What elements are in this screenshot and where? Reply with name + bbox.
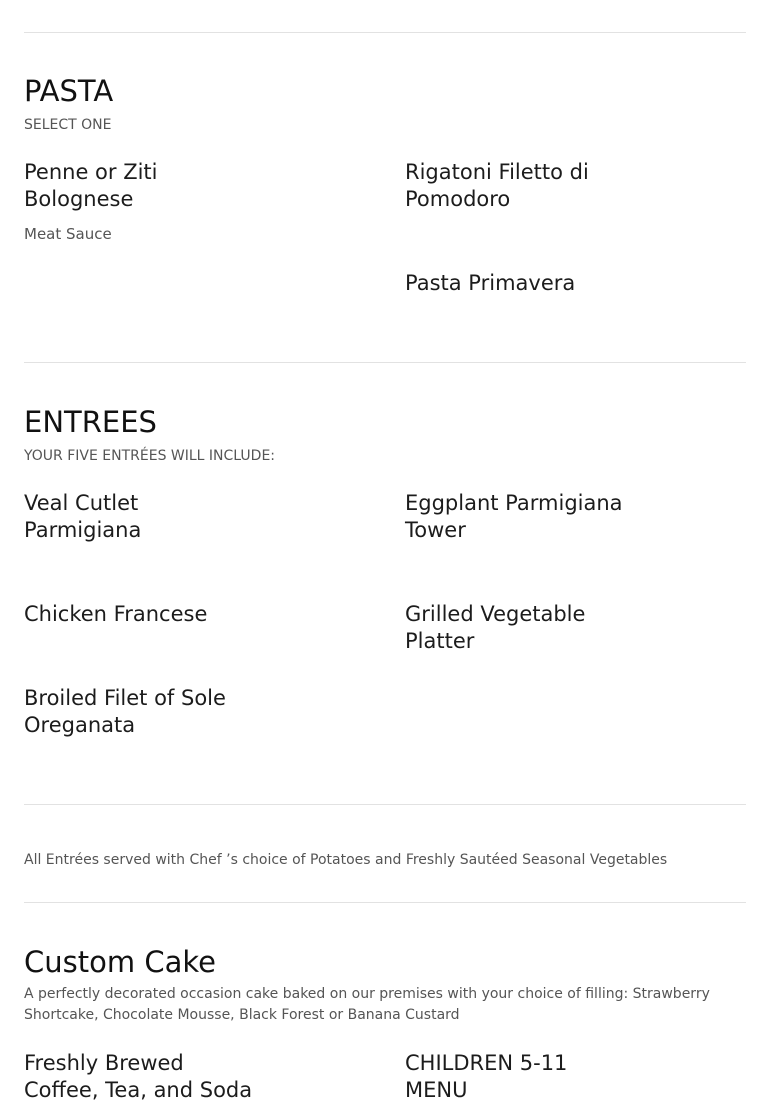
menu-item-name-line1: Chicken Francese <box>24 602 208 626</box>
menu-item-name-line1: Broiled Filet of Sole <box>24 686 226 710</box>
section-title: PASTA <box>24 74 114 108</box>
menu-item-name-line1: Eggplant Parmigiana <box>405 491 623 515</box>
menu-item-name-line2: Platter <box>405 629 475 653</box>
menu-item <box>405 159 705 213</box>
section-subtitle: YOUR FIVE ENTRÉES WILL INCLUDE: <box>24 448 276 464</box>
menu-item-name-line1: CHILDREN 5-11 <box>405 1051 568 1075</box>
divider <box>24 32 746 33</box>
menu-item <box>24 490 324 544</box>
menu-item <box>24 1050 324 1104</box>
menu-item-name-line2: Pomodoro <box>405 187 511 211</box>
section-title: ENTREES <box>24 405 157 439</box>
menu-item-description: Meat Sauce <box>24 225 112 243</box>
menu-item <box>24 685 324 739</box>
menu-item <box>24 159 324 213</box>
menu-item <box>24 601 324 628</box>
menu-item <box>405 270 705 297</box>
section-title: Custom Cake <box>24 945 216 979</box>
menu-item-name-line2: MENU <box>405 1078 468 1102</box>
menu-item-name-line2: Tower <box>405 518 466 542</box>
menu-item-name-line1: Freshly Brewed <box>24 1051 184 1075</box>
menu-item-name-line2: Coffee, Tea, and Soda <box>24 1078 253 1102</box>
menu-item <box>405 601 705 655</box>
menu-item-name-line1: Grilled Vegetable <box>405 602 586 626</box>
menu-item-name-line1: Pasta Primavera <box>405 271 576 295</box>
menu-item-name-line1: Rigatoni Filetto di <box>405 160 589 184</box>
menu-item <box>405 1050 705 1104</box>
cake-description-line1: A perfectly decorated occasion cake baked on our premises with your choice of filling: Strawberry <box>24 986 710 1002</box>
cake-description <box>24 984 714 1026</box>
section-subtitle: SELECT ONE <box>24 117 112 133</box>
divider <box>24 804 746 805</box>
menu-item-name-line1: Penne or Ziti <box>24 160 158 184</box>
menu-item <box>405 490 705 544</box>
divider <box>24 902 746 903</box>
cake-description-line2: Shortcake, Chocolate Mousse, Black Forest or Banana Custard <box>24 1007 460 1023</box>
divider <box>24 362 746 363</box>
menu-item-name-line2: Bolognese <box>24 187 134 211</box>
menu-item-name-line2: Parmigiana <box>24 518 142 542</box>
menu-item-name-line2: Oreganata <box>24 713 136 737</box>
menu-item-name-line1: Veal Cutlet <box>24 491 139 515</box>
entree-note: All Entrées served with Chef ’s choice of Potatoes and Freshly Sautéed Seasonal Vegetables <box>24 852 668 868</box>
